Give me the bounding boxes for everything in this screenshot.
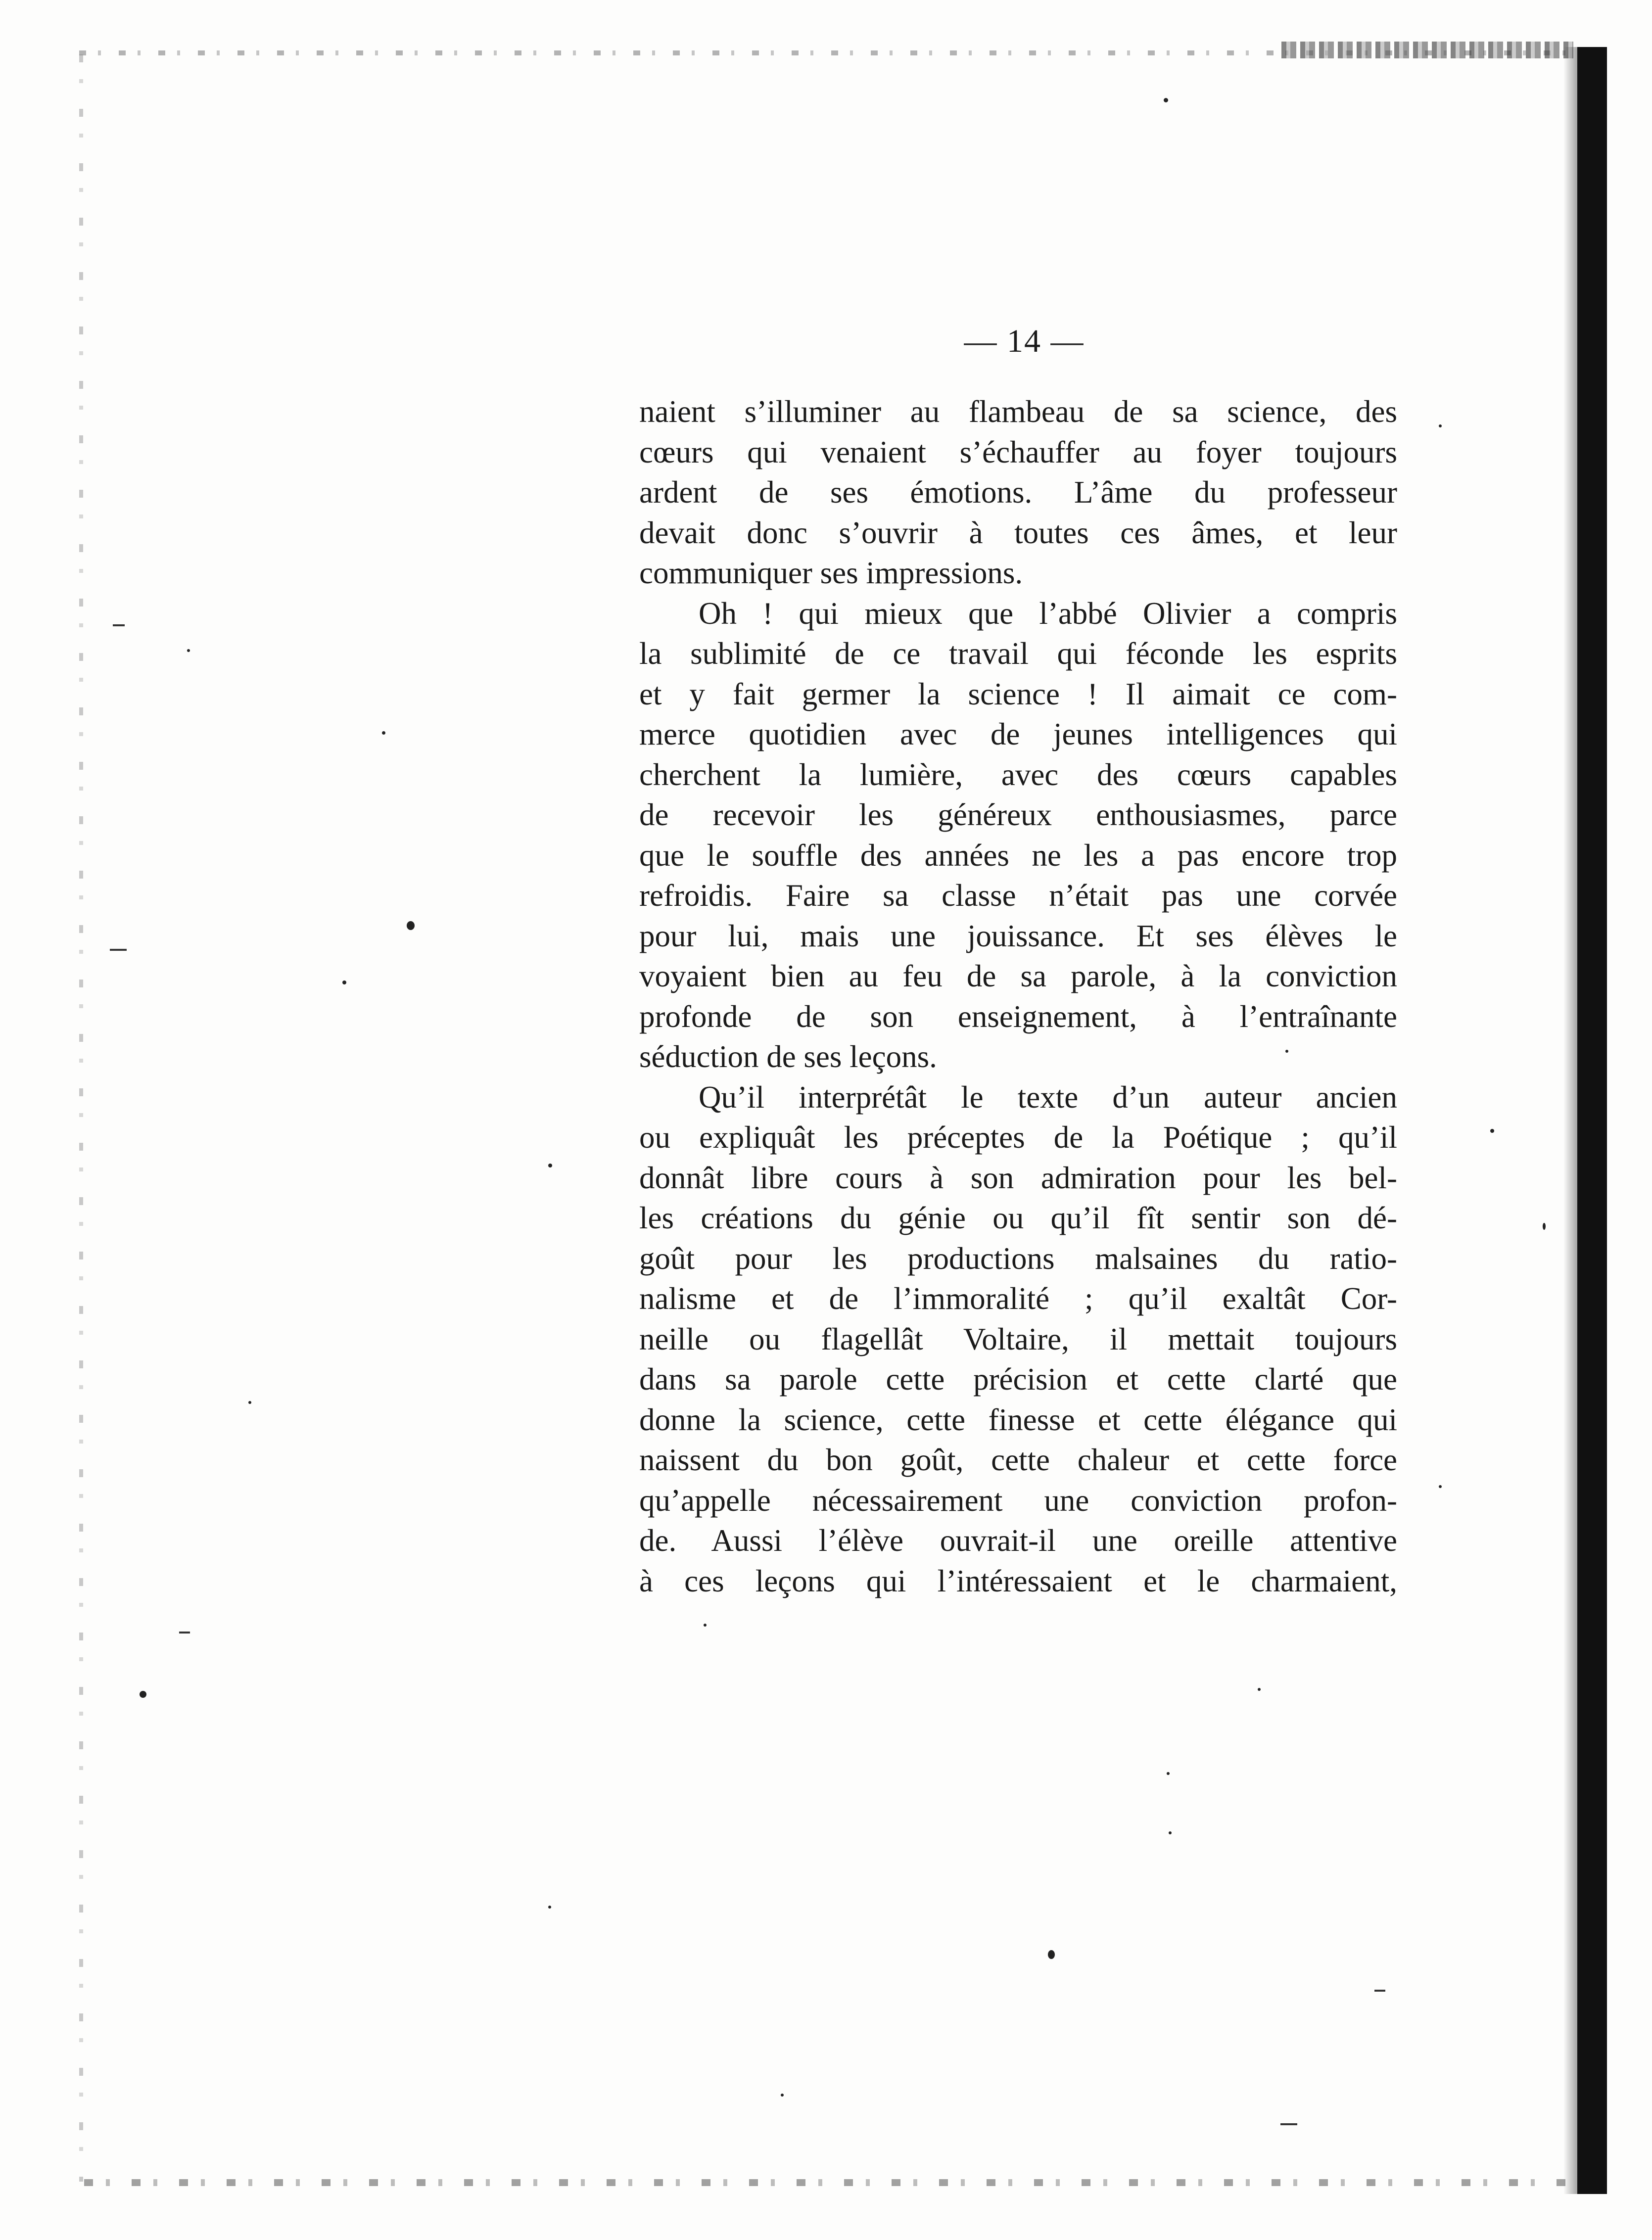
text-line: de recevoir les généreux enthousiasmes, parce [639, 797, 1397, 832]
text-line: et y fait germer la science ! Il aimait ce com- [639, 676, 1397, 711]
scan-speck [1258, 1688, 1261, 1691]
text-line: nalisme et de l’immoralité ; qu’il exaltât Cor- [639, 1281, 1397, 1316]
text-line: qu’appelle nécessairement une conviction profon- [639, 1483, 1397, 1518]
scan-speck [781, 2094, 784, 2097]
scan-noise-top-right [1281, 42, 1573, 58]
scan-speck [187, 649, 190, 652]
text-line: à ces leçons qui l’intéressaient et le charmaient, [639, 1563, 1397, 1598]
text-line: naient s’illuminer au flambeau de sa science, des [639, 394, 1397, 429]
text-line: cœurs qui venaient s’échauffer au foyer toujours [639, 434, 1397, 469]
text-line: naissent du bon goût, cette chaleur et cette force [639, 1443, 1397, 1477]
text-line: séduction de ses leçons. [639, 1039, 937, 1074]
scan-speck [342, 980, 346, 984]
scan-speck [704, 1624, 707, 1627]
text-line: Oh ! qui mieux que l’abbé Olivier a compris [699, 596, 1397, 631]
text-line: donne la science, cette finesse et cette élégance qui [639, 1402, 1397, 1437]
scan-speck [548, 1906, 551, 1909]
scan-speck [1164, 98, 1168, 102]
text-line: pour lui, mais une jouissance. Et ses élèves le [639, 918, 1397, 953]
text-line: communiquer ses impressions. [639, 556, 1023, 590]
text-line: goût pour les productions malsaines du ratio- [639, 1241, 1397, 1276]
text-line: dans sa parole cette précision et cette clarté que [639, 1362, 1397, 1397]
text-line: merce quotidien avec de jeunes intelligences qui [639, 717, 1397, 751]
scan-speck [407, 921, 415, 930]
text-line: les créations du génie ou qu’il fît sentir son dé- [639, 1201, 1397, 1235]
scan-noise-left [79, 54, 83, 2182]
text-line: refroidis. Faire sa classe n’était pas une corvée [639, 878, 1397, 913]
scan-speck [1543, 1223, 1546, 1230]
scan-speck [1169, 1831, 1172, 1834]
text-line: devait donc s’ouvrir à toutes ces âmes, et leur [639, 515, 1397, 550]
text-line: cherchent la lumière, avec des cœurs capables [639, 757, 1397, 792]
text-line: que le souffle des années ne les a pas encore trop [639, 838, 1397, 873]
text-line: de. Aussi l’élève ouvrait-il une oreille attentive [639, 1523, 1397, 1558]
text-line: Qu’il interprétât le texte d’un auteur ancien [699, 1079, 1397, 1115]
scan-dash [1374, 1990, 1385, 1992]
scan-speck [1167, 1772, 1170, 1775]
scan-dash [113, 624, 125, 626]
scan-speck [248, 1401, 251, 1404]
scan-dash [110, 949, 127, 951]
body-text [639, 392, 1397, 1601]
text-line: voyaient bien au feu de sa parole, à la conviction [639, 959, 1397, 993]
scan-speck [1439, 1485, 1442, 1488]
scan-speck [1048, 1950, 1055, 1959]
text-line: profonde de son enseignement, à l’entraînante [639, 999, 1397, 1034]
scan-dash [179, 1632, 190, 1633]
text-line: la sublimité de ce travail qui féconde les esprits [639, 636, 1397, 671]
binding-shadow [1563, 47, 1577, 2194]
scan-dash [1280, 2123, 1297, 2125]
scan-speck [382, 731, 385, 735]
page-number: — 14 — [964, 323, 1085, 359]
text-line: neille ou flagellât Voltaire, il mettait toujours [639, 1321, 1397, 1356]
scan-speck [140, 1691, 146, 1698]
text-line: ardent de ses émotions. L’âme du professeur [639, 475, 1397, 510]
scan-speck [1490, 1129, 1494, 1133]
scan-speck [548, 1164, 552, 1167]
scan-noise-bottom [84, 2179, 1568, 2186]
text-line: ou expliquât les préceptes de la Poétique ; qu’il [639, 1120, 1397, 1155]
text-line: donnât libre cours à son admiration pour les bel- [639, 1160, 1397, 1195]
scan-speck [1439, 424, 1442, 427]
binding-edge [1577, 47, 1607, 2194]
